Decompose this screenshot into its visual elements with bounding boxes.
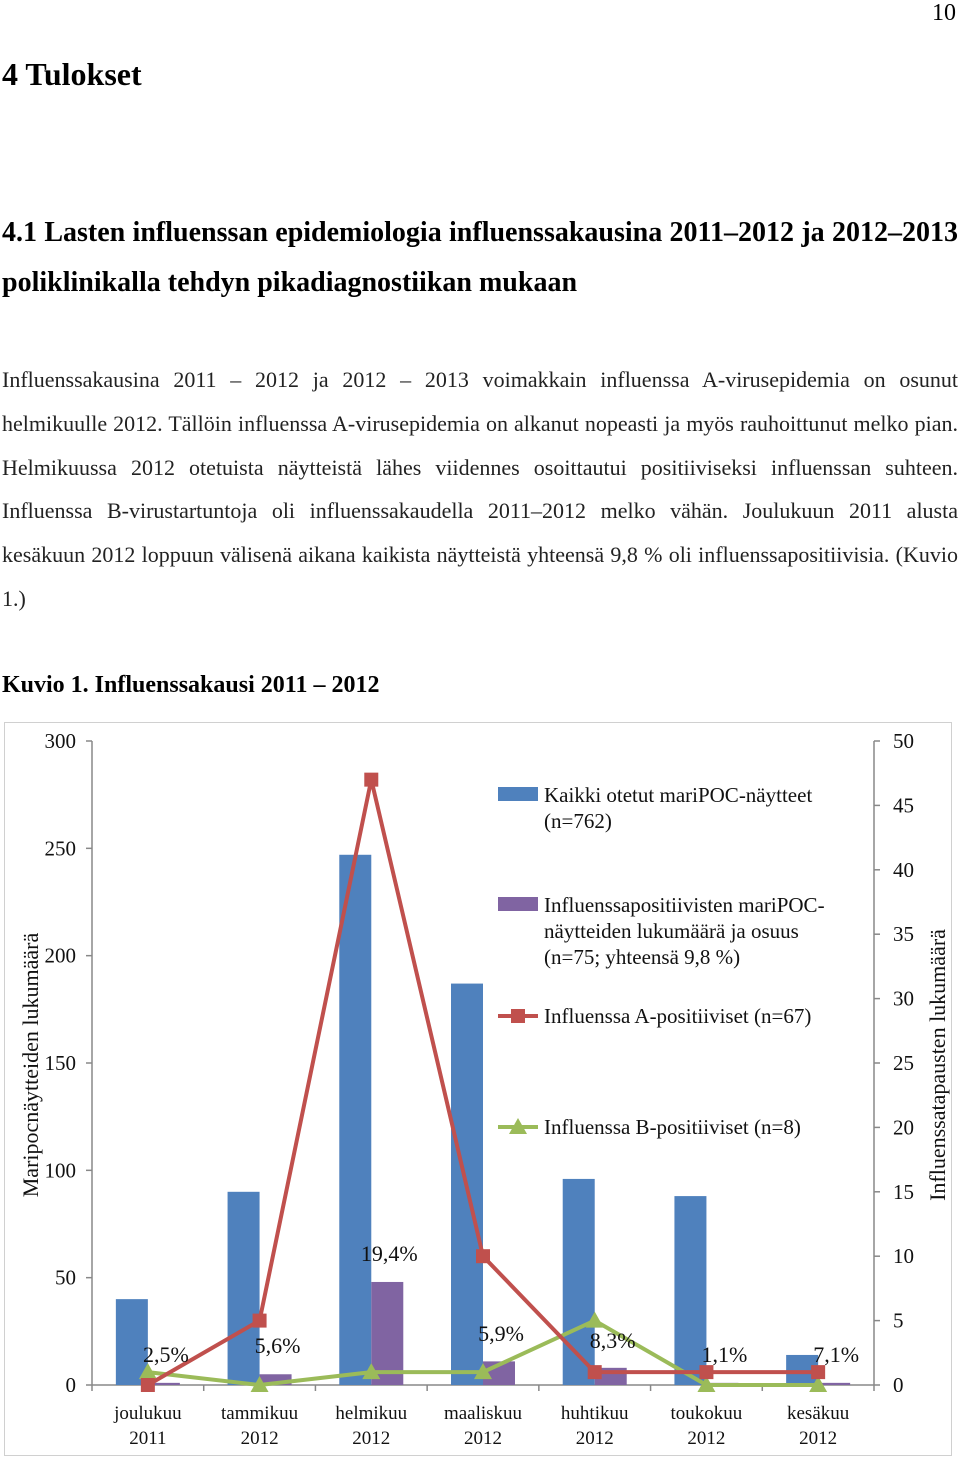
percent-label: 7,1% [813, 1342, 860, 1367]
legend-label: Influenssapositiivisten mariPOC- [544, 893, 825, 917]
left-axis-title: Maripocnäytteiden lukumäärä [18, 932, 43, 1198]
body-paragraph: Influenssakausina 2011 – 2012 ja 2012 – 2013 voimakkain influenssa A-virusepidemia on osunut helmikuulle 2012. Tällöin influenssa A-virusepidemia on alkanut nopeasti ja myös rauhoittunut melko pian. Helmikuussa 2012 otetuista näytteistä lähes viidennes osoittautui positiiviseksi influenssan suhteen. Influenssa B-virustartuntoja oli influenssakaudella 2011–2012 melko vähän. Joulukuun 2011 alusta kesäkuun 2012 loppuun välisenä aikana kaikista näytteistä yhteensä 9,8 % oli influenssapositiivisia. (Kuvio 1.) [2, 367, 958, 611]
figure-caption: Kuvio 1. Influenssakausi 2011 – 2012 [2, 672, 380, 698]
right-tick-label: 30 [893, 986, 914, 1011]
percent-label: 5,6% [254, 1333, 301, 1358]
x-category-label: 2012 [575, 1428, 614, 1449]
x-category-label: toukokuu [670, 1403, 743, 1424]
x-category-label: kesäkuu [787, 1403, 850, 1424]
right-axis-title: Influenssatapausten lukumäärä [925, 929, 950, 1201]
legend-label: Influenssa A-positiiviset (n=67) [544, 1004, 812, 1028]
legend-swatch-influenza-a-marker [511, 1009, 525, 1023]
left-tick-label: 50 [55, 1265, 76, 1290]
bar-all-samples [339, 855, 371, 1385]
left-tick-label: 200 [44, 943, 76, 968]
x-category-label: 2012 [352, 1428, 391, 1449]
influenza-a-point [253, 1314, 267, 1328]
x-category-label: 2012 [464, 1428, 502, 1449]
x-category-label: 2012 [240, 1428, 279, 1449]
legend-label: Kaikki otetut mariPOC-näytteet [544, 783, 813, 807]
left-tick-label: 100 [44, 1158, 76, 1183]
subsection-heading: 4.1 Lasten influenssan epidemiologia influenssakausina 2011–2012 ja 2012–2013 poliklinikalla tehdyn pikadiagnostiikan mukaan [2, 217, 958, 298]
influenza-a-point [476, 1249, 490, 1263]
percent-label: 8,3% [589, 1328, 636, 1353]
legend-swatch-positive-samples [498, 897, 538, 911]
left-tick-label: 300 [44, 729, 76, 753]
x-category-label: 2012 [799, 1428, 838, 1449]
influenza-a-point [699, 1365, 713, 1379]
legend-label: (n=762) [544, 809, 612, 833]
percent-label: 1,1% [701, 1342, 748, 1367]
percent-label: 2,5% [142, 1342, 189, 1367]
influenza-a-point [141, 1378, 155, 1392]
right-tick-label: 25 [893, 1051, 914, 1075]
x-category-label: maaliskuu [443, 1403, 523, 1424]
right-tick-label: 45 [893, 793, 914, 818]
left-tick-label: 0 [65, 1373, 76, 1397]
bar-positive-samples [371, 1282, 403, 1385]
legend-swatch-all-samples [498, 787, 538, 801]
left-tick-label: 250 [44, 836, 76, 861]
page-number: 10 [932, 0, 956, 26]
influenza-a-point [364, 773, 378, 787]
right-tick-label: 40 [893, 857, 914, 882]
legend-label: näytteiden lukumäärä ja osuus [544, 919, 799, 943]
section-heading: 4 Tulokset [2, 56, 142, 92]
right-tick-label: 35 [893, 922, 914, 947]
x-category-label: huhtikuu [560, 1403, 629, 1424]
x-category-label: tammikuu [221, 1403, 299, 1424]
x-category-label: 2012 [687, 1428, 726, 1449]
influenza-a-point [811, 1365, 825, 1379]
right-tick-label: 5 [893, 1308, 904, 1333]
right-tick-label: 15 [893, 1179, 914, 1204]
right-tick-label: 0 [893, 1373, 904, 1397]
x-category-label: helmikuu [335, 1403, 408, 1424]
left-tick-label: 150 [44, 1051, 76, 1075]
right-tick-label: 10 [893, 1244, 914, 1269]
legend-label: Influenssa B-positiiviset (n=8) [544, 1115, 801, 1139]
percent-label: 5,9% [478, 1321, 524, 1346]
x-category-label: 2011 [129, 1428, 167, 1449]
legend-label: (n=75; yhteensä 9,8 %) [544, 945, 741, 969]
right-tick-label: 50 [893, 729, 914, 753]
right-tick-label: 20 [893, 1115, 914, 1140]
percent-label: 19,4% [360, 1241, 418, 1266]
influenza-a-point [588, 1365, 602, 1379]
x-category-label: joulukuu [114, 1403, 182, 1424]
